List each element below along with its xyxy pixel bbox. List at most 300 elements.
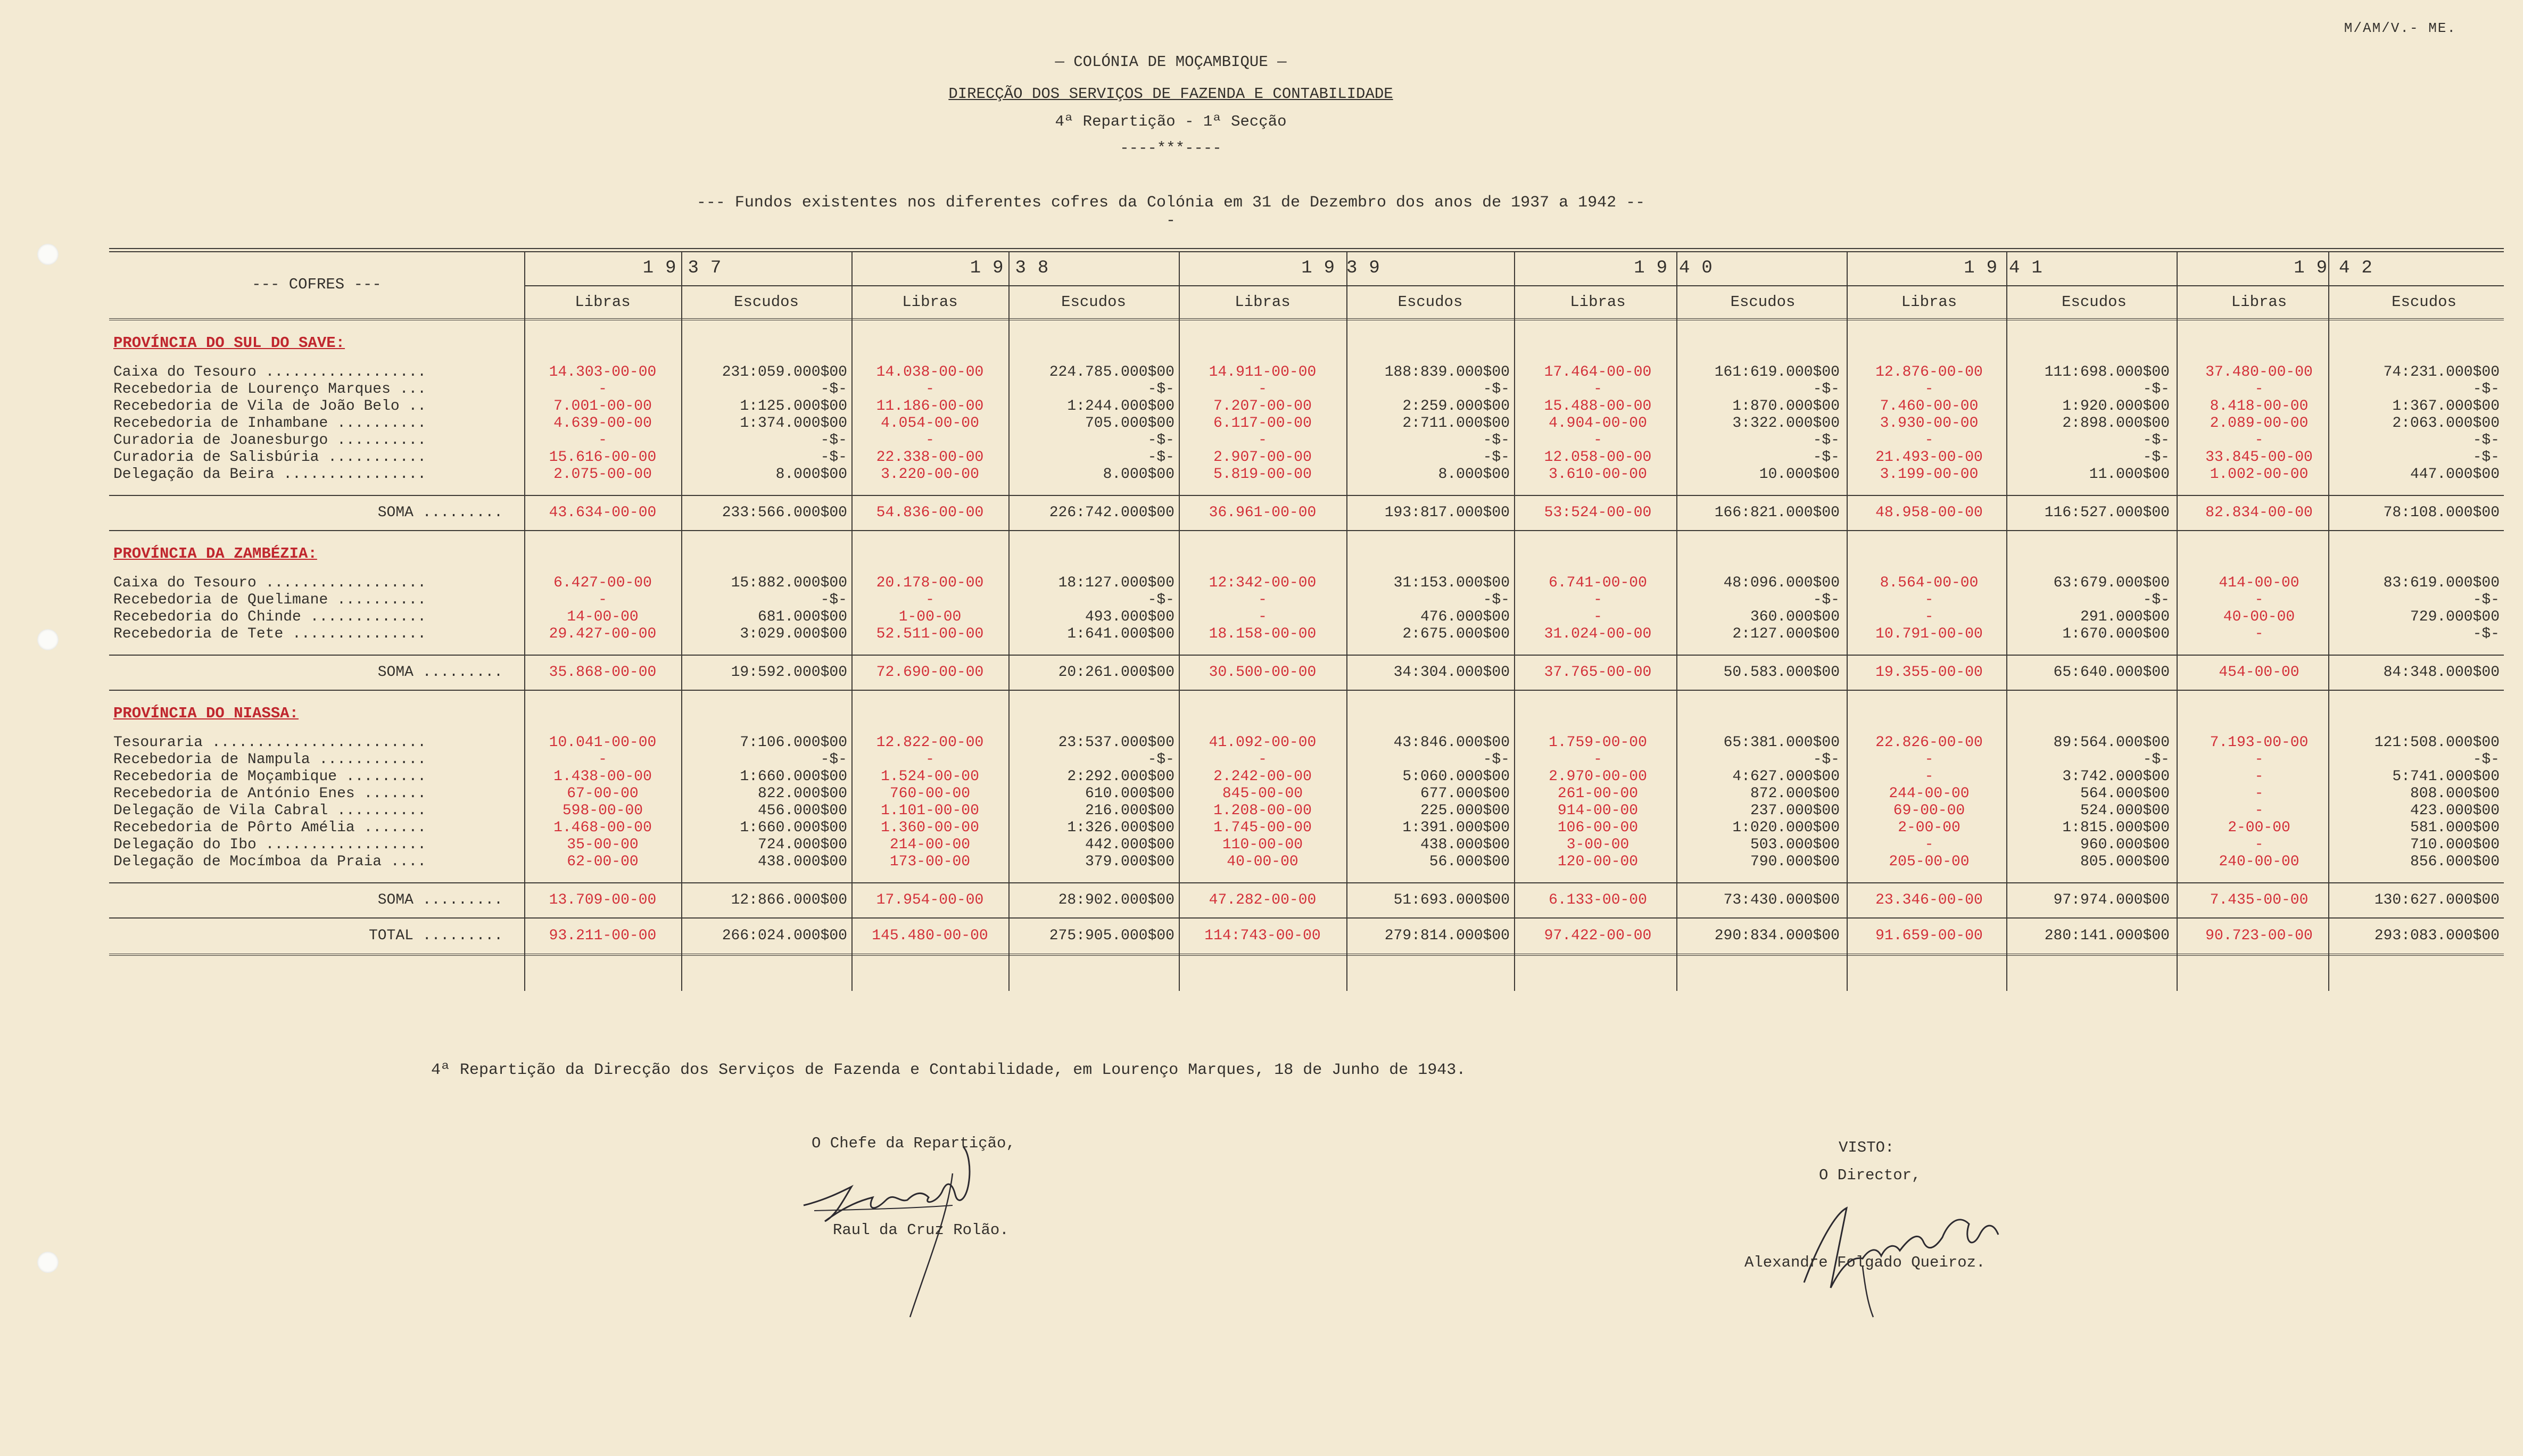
escudos-cell: 1:326.000$00 — [1067, 820, 1174, 836]
table-row — [109, 415, 2504, 432]
libras-cell: 240-00-00 — [2219, 854, 2299, 870]
libras-cell: 37.480-00-00 — [2205, 364, 2313, 380]
libras-cell: 41.092-00-00 — [1209, 734, 1317, 751]
year-header: 1939 — [1179, 251, 1514, 286]
libras-cell: - — [1593, 609, 1602, 625]
escudos-cell: 456.000$00 — [757, 803, 847, 819]
row-label: TOTAL ......... — [109, 918, 524, 955]
province-cell — [109, 319, 2504, 352]
escudos-cell: 43:846.000$00 — [1393, 734, 1510, 751]
libras-cell: 4.639-00-00 — [553, 415, 652, 432]
libras-cell: 48.958-00-00 — [1844, 495, 2014, 531]
libras-header: Libras — [1179, 286, 1346, 319]
row-label: Caixa do Tesouro .................. — [113, 364, 427, 380]
row-label: Delegação da Beira ................ — [113, 466, 427, 483]
left-signatory-name: Raul da Cruz Rolão. — [833, 1221, 1009, 1239]
escudos-cell: 111:698.000$00 — [2044, 364, 2170, 380]
row-label: Curadoria de Salisbúria ........... — [113, 449, 427, 466]
escudos-cell: -$- — [820, 381, 847, 398]
libras-cell: - — [2254, 803, 2264, 819]
escudos-cell: 1:660.000$00 — [740, 768, 847, 785]
right-signatory-name: Alexandre Folgado Queiroz. — [1744, 1254, 1986, 1271]
province-row — [109, 690, 2504, 723]
escudos-cell: 83:619.000$00 — [2383, 575, 2500, 591]
province-row — [109, 531, 2504, 563]
libras-cell: 3.199-00-00 — [1880, 466, 1979, 483]
year-header: 1938 — [851, 251, 1179, 286]
escudos-cell: 266:024.000$00 — [681, 918, 851, 955]
libras-cell: - — [598, 751, 607, 768]
libras-cell: 214-00-00 — [889, 837, 971, 853]
libras-cell: 23.346-00-00 — [1844, 883, 2014, 918]
escudos-cell: 1:374.000$00 — [740, 415, 847, 432]
table-row — [109, 432, 2504, 449]
escudos-cell: 65:640.000$00 — [2014, 655, 2174, 690]
spacer-row — [109, 483, 2504, 495]
escudos-cell: 493.000$00 — [1085, 609, 1174, 625]
escudos-cell: 1:660.000$00 — [740, 820, 847, 836]
escudos-cell: 97:974.000$00 — [2014, 883, 2174, 918]
soma-row — [109, 655, 2504, 690]
libras-cell: 145.480-00-00 — [851, 918, 1008, 955]
escudos-cell: -$- — [1147, 751, 1174, 768]
libras-cell: 205-00-00 — [1889, 854, 1970, 870]
libras-cell: - — [925, 432, 934, 449]
libras-cell: 1.208-00-00 — [1213, 803, 1312, 819]
binder-hole — [37, 244, 59, 265]
libras-cell: 11.186-00-00 — [876, 398, 984, 415]
row-label: Recebedoria de Vila de João Belo .. — [113, 398, 427, 415]
libras-header: Libras — [524, 286, 681, 319]
libras-cell: 6.133-00-00 — [1514, 883, 1682, 918]
libras-cell: 598-00-00 — [562, 803, 643, 819]
escudos-cell: 1:391.000$00 — [1402, 820, 1510, 836]
libras-cell: 14.038-00-00 — [876, 364, 984, 380]
libras-cell: 12.876-00-00 — [1875, 364, 1983, 380]
escudos-cell: -$- — [1147, 449, 1174, 466]
libras-cell: 2.970-00-00 — [1549, 768, 1647, 785]
escudos-cell: 476.000$00 — [1420, 609, 1510, 625]
escudos-cell: 2:711.000$00 — [1402, 415, 1510, 432]
escudos-cell: 193:817.000$00 — [1346, 495, 1514, 531]
row-label: Delegação do Ibo .................. — [113, 837, 427, 853]
year-header: 1942 — [2174, 251, 2504, 286]
libras-cell: - — [2254, 592, 2264, 608]
escudos-cell: 226:742.000$00 — [1008, 495, 1179, 531]
libras-cell: - — [1924, 751, 1934, 768]
escudos-cell: 89:564.000$00 — [2053, 734, 2170, 751]
libras-cell: 93.211-00-00 — [524, 918, 681, 955]
libras-cell: 2.089-00-00 — [2210, 415, 2309, 432]
row-label: Recebedoria de Nampula ............ — [113, 751, 427, 768]
row-label: Tesouraria ........................ — [113, 734, 427, 751]
place-date-line: 4ª Repartição da Direcção dos Serviços de Fazenda e Contabilidade, em Lourenço Marques, 18 de Junho de 1943. — [431, 1061, 1466, 1079]
escudos-cell: 1:367.000$00 — [2392, 398, 2500, 415]
soma-row — [109, 883, 2504, 918]
year-header: 1941 — [1844, 251, 2174, 286]
province-heading: PROVÍNCIA DA ZAMBÉZIA: — [113, 545, 317, 562]
escudos-cell: 73:430.000$00 — [1682, 883, 1844, 918]
escudos-cell: 116:527.000$00 — [2014, 495, 2174, 531]
escudos-cell: 856.000$00 — [2410, 854, 2500, 870]
escudos-cell: 20:261.000$00 — [1008, 655, 1179, 690]
escudos-cell: -$- — [2143, 381, 2170, 398]
spacer-row — [109, 352, 2504, 364]
row-label: Delegação de Vila Cabral .......... — [113, 803, 427, 819]
libras-cell: 6.741-00-00 — [1549, 575, 1647, 591]
right-signatory-title: O Director, — [1819, 1167, 1921, 1184]
escudos-cell: 442.000$00 — [1085, 837, 1174, 853]
province-cell — [109, 690, 2504, 723]
escudos-cell: 8.000$00 — [775, 466, 847, 483]
escudos-cell: 610.000$00 — [1085, 785, 1174, 802]
row-label: Recebedoria de Pôrto Amélia ....... — [113, 820, 427, 836]
escudos-cell: 2:063.000$00 — [2392, 415, 2500, 432]
libras-cell: 12:342-00-00 — [1209, 575, 1317, 591]
libras-cell: - — [598, 432, 607, 449]
escudos-cell: 379.000$00 — [1085, 854, 1174, 870]
libras-cell: 12.822-00-00 — [876, 734, 984, 751]
escudos-cell: -$- — [1813, 432, 1840, 449]
libras-cell: - — [1924, 381, 1934, 398]
libras-cell: 1.002-00-00 — [2210, 466, 2309, 483]
table-row — [109, 768, 2504, 785]
escudos-cell: 34:304.000$00 — [1346, 655, 1514, 690]
libras-cell: 2-00-00 — [2228, 820, 2290, 836]
libras-cell: 14.911-00-00 — [1209, 364, 1317, 380]
document-subtitle: --- Fundos existentes nos diferentes cofres da Colónia em 31 de Dezembro dos anos de 1937 a 1942 --- — [696, 194, 1645, 230]
escudos-cell: 7:106.000$00 — [740, 734, 847, 751]
libras-cell: - — [2254, 785, 2264, 802]
escudos-cell: 1:244.000$00 — [1067, 398, 1174, 415]
escudos-cell: 74:231.000$00 — [2383, 364, 2500, 380]
left-signatory-title: O Chefe da Repartição, — [812, 1135, 1015, 1152]
libras-cell: 120-00-00 — [1557, 854, 1639, 870]
escudos-cell: 84:348.000$00 — [2344, 655, 2504, 690]
libras-cell: - — [2254, 381, 2264, 398]
libras-cell: - — [2254, 837, 2264, 853]
libras-cell: - — [1258, 751, 1267, 768]
escudos-cell: 291.000$00 — [2080, 609, 2170, 625]
libras-cell: - — [1924, 837, 1934, 853]
libras-cell: 173-00-00 — [889, 854, 971, 870]
table-row — [109, 575, 2504, 592]
libras-cell: 261-00-00 — [1557, 785, 1639, 802]
escudos-cell: 5:060.000$00 — [1402, 768, 1510, 785]
libras-cell: 47.282-00-00 — [1179, 883, 1346, 918]
binder-hole — [37, 629, 59, 650]
escudos-cell: 677.000$00 — [1420, 785, 1510, 802]
escudos-cell: 2:259.000$00 — [1402, 398, 1510, 415]
table-row — [109, 854, 2504, 871]
escudos-cell: 8.000$00 — [1438, 466, 1510, 483]
libras-cell: 10.041-00-00 — [549, 734, 657, 751]
escudos-cell: -$- — [820, 592, 847, 608]
libras-cell: 35.868-00-00 — [524, 655, 681, 690]
escudos-cell: 51:693.000$00 — [1346, 883, 1514, 918]
libras-cell: 97.422-00-00 — [1514, 918, 1682, 955]
escudos-cell: 581.000$00 — [2410, 820, 2500, 836]
libras-cell: 19.355-00-00 — [1844, 655, 2014, 690]
libras-cell: 22.826-00-00 — [1875, 734, 1983, 751]
libras-cell: - — [2254, 432, 2264, 449]
libras-cell: 20.178-00-00 — [876, 575, 984, 591]
escudos-cell: 1:920.000$00 — [2062, 398, 2170, 415]
escudos-cell: -$- — [820, 751, 847, 768]
spacer-cell — [109, 563, 2504, 575]
spacer-row — [109, 723, 2504, 734]
libras-cell: - — [1924, 592, 1934, 608]
escudos-cell: 31:153.000$00 — [1393, 575, 1510, 591]
libras-cell: - — [598, 592, 607, 608]
table-row — [109, 837, 2504, 854]
visto-label: VISTO: — [1839, 1139, 1895, 1156]
libras-cell: 21.493-00-00 — [1875, 449, 1983, 466]
escudos-header: Escudos — [681, 286, 851, 319]
escudos-cell: 2:292.000$00 — [1067, 768, 1174, 785]
escudos-cell: 423.000$00 — [2410, 803, 2500, 819]
libras-cell: 12.058-00-00 — [1544, 449, 1652, 466]
escudos-cell: 503.000$00 — [1750, 837, 1840, 853]
libras-cell: 1.745-00-00 — [1213, 820, 1312, 836]
table-row — [109, 820, 2504, 837]
row-label: SOMA ......... — [109, 883, 524, 918]
libras-cell: 29.427-00-00 — [549, 626, 657, 642]
escudos-cell: -$- — [1813, 449, 1840, 466]
escudos-cell: 872.000$00 — [1750, 785, 1840, 802]
libras-cell: - — [598, 381, 607, 398]
row-label: Delegação de Mocímboa da Praia .... — [113, 854, 427, 870]
escudos-cell: 28:902.000$00 — [1008, 883, 1179, 918]
row-label: Curadoria de Joanesburgo .......... — [113, 432, 427, 449]
libras-cell: 1.438-00-00 — [553, 768, 652, 785]
libras-cell: 454-00-00 — [2174, 655, 2344, 690]
province-heading: PROVÍNCIA DO NIASSA: — [113, 705, 299, 722]
escudos-cell: 275:905.000$00 — [1008, 918, 1179, 955]
libras-cell: 40-00-00 — [1227, 854, 1298, 870]
escudos-cell: -$- — [1147, 432, 1174, 449]
libras-cell: 54.836-00-00 — [851, 495, 1008, 531]
row-label: Recebedoria do Chinde ............. — [113, 609, 427, 625]
section-heading: 4ª Repartição - 1ª Secção — [1055, 113, 1287, 130]
escudos-cell: -$- — [1483, 381, 1510, 398]
escudos-cell: 805.000$00 — [2080, 854, 2170, 870]
escudos-cell: -$- — [2472, 432, 2500, 449]
row-label: Recebedoria de Quelimane .......... — [113, 592, 427, 608]
document-reference: M/AM/V.- ME. — [2344, 20, 2456, 36]
libras-cell: 8.564-00-00 — [1880, 575, 1979, 591]
libras-cell: 845-00-00 — [1222, 785, 1303, 802]
escudos-cell: 790.000$00 — [1750, 854, 1840, 870]
escudos-cell: 56.000$00 — [1429, 854, 1510, 870]
escudos-cell: 808.000$00 — [2410, 785, 2500, 802]
libras-cell: 31.024-00-00 — [1544, 626, 1652, 642]
libras-cell: 30.500-00-00 — [1179, 655, 1346, 690]
row-label: SOMA ......... — [109, 495, 524, 531]
escudos-cell: -$- — [1147, 592, 1174, 608]
libras-cell: 244-00-00 — [1889, 785, 1970, 802]
escudos-cell: 3:742.000$00 — [2062, 768, 2170, 785]
escudos-cell: -$- — [1483, 751, 1510, 768]
escudos-cell: 19:592.000$00 — [681, 655, 851, 690]
escudos-cell: 161:619.000$00 — [1714, 364, 1840, 380]
libras-cell: 414-00-00 — [2219, 575, 2299, 591]
libras-cell: 4.904-00-00 — [1549, 415, 1647, 432]
libras-cell: 760-00-00 — [889, 785, 971, 802]
province-cell — [109, 531, 2504, 563]
libras-cell: 35-00-00 — [567, 837, 639, 853]
escudos-cell: 822.000$00 — [757, 785, 847, 802]
table-row — [109, 449, 2504, 466]
libras-cell: 3.930-00-00 — [1880, 415, 1979, 432]
libras-header: Libras — [851, 286, 1008, 319]
libras-cell: 37.765-00-00 — [1514, 655, 1682, 690]
spacer-row — [109, 871, 2504, 883]
escudos-header: Escudos — [1346, 286, 1514, 319]
escudos-cell: 564.000$00 — [2080, 785, 2170, 802]
libras-cell: 67-00-00 — [567, 785, 639, 802]
total-row — [109, 918, 2504, 955]
colony-heading: — COLÓNIA DE MOÇAMBIQUE — — [1055, 53, 1287, 71]
escudos-cell: 231:059.000$00 — [722, 364, 847, 380]
row-label: SOMA ......... — [109, 655, 524, 690]
escudos-cell: 8.000$00 — [1103, 466, 1174, 483]
libras-cell: 1.101-00-00 — [881, 803, 979, 819]
table-row — [109, 609, 2504, 626]
libras-cell: 2-00-00 — [1898, 820, 1961, 836]
table-row — [109, 626, 2504, 643]
row-label: Recebedoria de Moçambique ......... — [113, 768, 427, 785]
escudos-cell: -$- — [1483, 432, 1510, 449]
escudos-cell: 5:741.000$00 — [2392, 768, 2500, 785]
libras-cell: 3.610-00-00 — [1549, 466, 1647, 483]
escudos-cell: -$- — [820, 432, 847, 449]
escudos-cell: 65:381.000$00 — [1723, 734, 1840, 751]
spacer-cell — [109, 483, 2504, 495]
heading-ornament: ----***---- — [1120, 139, 1222, 157]
libras-cell: 114:743-00-00 — [1179, 918, 1346, 955]
escudos-cell: -$- — [2472, 751, 2500, 768]
province-heading: PROVÍNCIA DO SUL DO SAVE: — [113, 334, 345, 352]
escudos-cell: 1:641.000$00 — [1067, 626, 1174, 642]
libras-cell: 14.303-00-00 — [549, 364, 657, 380]
libras-cell: 14-00-00 — [567, 609, 639, 625]
escudos-cell: -$- — [2143, 592, 2170, 608]
libras-cell: - — [1258, 381, 1267, 398]
escudos-cell: -$- — [1813, 381, 1840, 398]
top-rule — [109, 248, 2504, 249]
table-row — [109, 803, 2504, 820]
libras-cell: 1-00-00 — [898, 609, 962, 625]
spacer-cell — [109, 352, 2504, 364]
escudos-cell: 12:866.000$00 — [681, 883, 851, 918]
libras-cell: 10.791-00-00 — [1875, 626, 1983, 642]
funds-table — [109, 251, 2504, 956]
escudos-cell: 438.000$00 — [1420, 837, 1510, 853]
table-row — [109, 381, 2504, 398]
escudos-cell: -$- — [2472, 626, 2500, 642]
escudos-cell: 1:125.000$00 — [740, 398, 847, 415]
libras-cell: 2.907-00-00 — [1213, 449, 1312, 466]
row-label: Recebedoria de Tete ............... — [113, 626, 427, 642]
libras-cell: - — [1258, 592, 1267, 608]
libras-cell: 91.659-00-00 — [1844, 918, 2014, 955]
escudos-cell: 2:127.000$00 — [1732, 626, 1840, 642]
libras-cell: 110-00-00 — [1222, 837, 1303, 853]
escudos-cell: 1:815.000$00 — [2062, 820, 2170, 836]
libras-cell: 52.511-00-00 — [876, 626, 984, 642]
libras-cell: - — [2254, 626, 2264, 642]
libras-cell: 7.460-00-00 — [1880, 398, 1979, 415]
libras-cell: 17.954-00-00 — [851, 883, 1008, 918]
escudos-cell: 2:675.000$00 — [1402, 626, 1510, 642]
escudos-cell: -$- — [1813, 592, 1840, 608]
row-label: Recebedoria de Inhambane .......... — [113, 415, 427, 432]
escudos-cell: 729.000$00 — [2410, 609, 2500, 625]
escudos-cell: 166:821.000$00 — [1682, 495, 1844, 531]
escudos-cell: 224.785.000$00 — [1049, 364, 1174, 380]
escudos-cell: 705.000$00 — [1085, 415, 1174, 432]
escudos-cell: 23:537.000$00 — [1058, 734, 1174, 751]
spacer-cell — [109, 723, 2504, 734]
escudos-cell: 710.000$00 — [2410, 837, 2500, 853]
soma-row — [109, 495, 2504, 531]
libras-cell: - — [925, 592, 934, 608]
escudos-cell: 360.000$00 — [1750, 609, 1840, 625]
escudos-cell: 960.000$00 — [2080, 837, 2170, 853]
libras-cell: 3-00-00 — [1566, 837, 1629, 853]
libras-cell: 1.759-00-00 — [1549, 734, 1647, 751]
spacer-row — [109, 643, 2504, 655]
year-header: 1940 — [1514, 251, 1844, 286]
libras-cell: 43.634-00-00 — [524, 495, 681, 531]
table-row — [109, 751, 2504, 768]
escudos-cell: 48:096.000$00 — [1723, 575, 1840, 591]
escudos-cell: 438.000$00 — [757, 854, 847, 870]
libras-cell: 106-00-00 — [1557, 820, 1639, 836]
escudos-cell: 50.583.000$00 — [1682, 655, 1844, 690]
province-row — [109, 319, 2504, 352]
escudos-header: Escudos — [2344, 286, 2504, 319]
libras-cell: 3.220-00-00 — [881, 466, 979, 483]
escudos-cell: 15:882.000$00 — [731, 575, 847, 591]
libras-cell: 62-00-00 — [567, 854, 639, 870]
row-label: Recebedoria de António Enes ....... — [113, 785, 427, 802]
escudos-cell: 11.000$00 — [2089, 466, 2170, 483]
libras-cell: - — [925, 751, 934, 768]
escudos-cell: 63:679.000$00 — [2053, 575, 2170, 591]
libras-cell: - — [1258, 432, 1267, 449]
escudos-cell: 1:020.000$00 — [1732, 820, 1840, 836]
table-row — [109, 592, 2504, 609]
libras-cell: - — [1258, 609, 1267, 625]
escudos-cell: 121:508.000$00 — [2374, 734, 2500, 751]
libras-cell: - — [1924, 768, 1934, 785]
libras-cell: 1.524-00-00 — [881, 768, 979, 785]
escudos-cell: 225.000$00 — [1420, 803, 1510, 819]
libras-cell: 6.117-00-00 — [1213, 415, 1312, 432]
libras-cell: 36.961-00-00 — [1179, 495, 1346, 531]
libras-cell: 1.468-00-00 — [553, 820, 652, 836]
escudos-cell: 78:108.000$00 — [2344, 495, 2504, 531]
libras-cell: 15.488-00-00 — [1544, 398, 1652, 415]
libras-cell: 90.723-00-00 — [2174, 918, 2344, 955]
escudos-cell: 233:566.000$00 — [681, 495, 851, 531]
escudos-cell: 188:839.000$00 — [1384, 364, 1510, 380]
escudos-cell: 290:834.000$00 — [1682, 918, 1844, 955]
libras-cell: - — [1593, 381, 1602, 398]
escudos-cell: -$- — [2143, 751, 2170, 768]
